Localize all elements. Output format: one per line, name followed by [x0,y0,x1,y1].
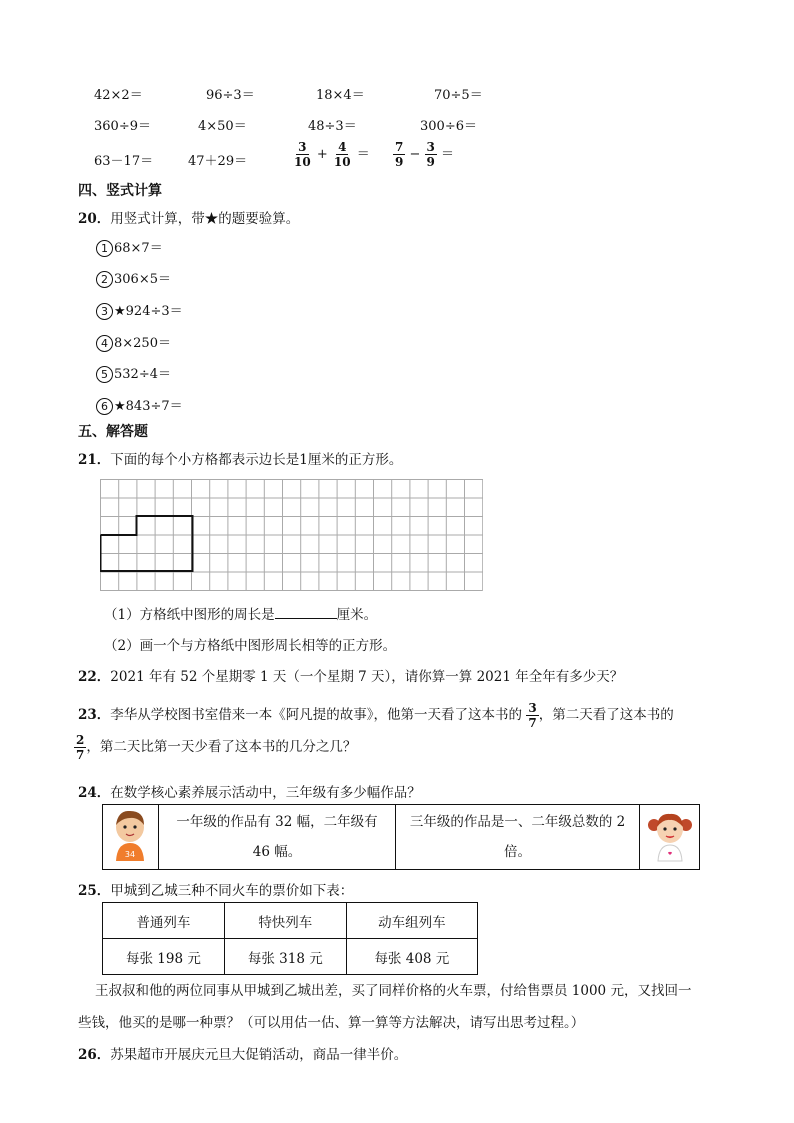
q20-item-1 [96,237,163,257]
q24-table [102,804,700,870]
operator: + [316,147,328,162]
fraction-difference [393,140,454,169]
girl-avatar [646,807,694,863]
oral-item: 96÷3＝ [206,88,255,103]
grid-paper[interactable] [100,479,483,591]
jersey-number: 34 [125,850,136,859]
fraction: $\frac{3}{9}$ [426,140,435,169]
table-header: 普通列车 [103,903,225,939]
oral-item: 42×2＝ [94,88,143,103]
table-header: 特快列车 [224,903,346,939]
fraction: $\frac{4}{10}$ [333,140,351,169]
question-text: ，第二天看了这本书的 [538,707,674,723]
question-text: 2021 年有 52 个星期零 1 天（一个星期 7 天），请你算一算 2021 年全年有多少天？ [110,669,624,685]
q25-paragraph-line-2: 些钱，他买的是哪一种票？（可以用估一估、算一算等方法解决，请写出思考过程。） [78,1015,585,1031]
question-number: 21． [78,452,111,468]
oral-item: 4×50＝ [198,119,247,134]
expression: ★924÷3＝ [114,304,183,319]
fraction: $\frac{2}{7}$ [76,733,85,762]
question-25 [78,879,353,899]
question-22 [78,665,623,685]
q20-item-4 [96,332,171,352]
oral-item: 63－17＝ [94,154,154,169]
table-header: 动车组列车 [346,903,477,939]
q21-sub-2: （2）画一个与方格纸中图形周长相等的正方形。 [104,638,397,654]
circled-number: 5 [96,366,113,383]
question-number: 24． [78,785,111,801]
circled-number: 4 [96,335,113,352]
oral-item: 70÷5＝ [434,88,483,103]
question-text: 下面的每个小方格都表示边长是1厘米的正方形。 [110,452,403,468]
oral-item: 360÷9＝ [94,119,151,134]
expression: 306×5＝ [114,272,171,287]
oral-item: 48÷3＝ [308,119,357,134]
oral-item: 300÷6＝ [420,119,477,134]
circled-number: 2 [96,271,113,288]
question-number: 23． [78,707,111,723]
oral-item: 18×4＝ [316,88,365,103]
question-text: 甲城到乙城三种不同火车的票价如下表： [110,883,354,899]
table-cell: 每张 408 元 [346,939,477,975]
cell-text: 一年级的作品有 32 幅，二年级有 [176,814,378,830]
equals: ＝ [356,147,370,162]
q20-item-6 [96,395,183,415]
ticket-price-table [102,902,478,975]
fraction: $\frac{3}{7}$ [528,701,537,730]
question-text: 用竖式计算，带★的题要验算。 [110,211,300,227]
oral-item: 47＋29＝ [188,154,248,169]
question-21 [78,448,402,468]
q21-sub-1 [104,603,377,623]
grade-3-cell [396,805,640,870]
fraction-sum [292,140,370,169]
circled-number: 3 [96,303,113,320]
boy-avatar [108,807,152,863]
q25-paragraph-line-1: 王叔叔和他的两位同事从甲城到乙城出差，买了同样价格的火车票，付给售票员 1000 元，又找回一 [95,983,692,999]
section-title: 四、竖式计算 [78,183,162,199]
fraction: $\frac{7}{9}$ [395,140,404,169]
table-header-row [103,903,478,939]
grades-1-2-cell [158,805,395,870]
question-23-line-2 [74,733,356,762]
expression: ★843÷7＝ [114,399,183,414]
question-text: 苏果超市开展庆元旦大促销活动，商品一律半价。 [110,1047,408,1063]
circled-number: 1 [96,240,113,257]
expression: 68×7＝ [114,241,163,256]
question-23 [78,701,674,730]
q20-item-2 [96,268,171,288]
section-title: 五、解答题 [78,424,148,440]
table-row [103,939,478,975]
fraction: $\frac{3}{10}$ [294,140,311,169]
question-text: ，第二天比第一天少看了这本书的几分之几？ [86,739,357,755]
table-cell: 每张 318 元 [224,939,346,975]
equals: ＝ [441,147,455,162]
question-number: 22． [78,669,111,685]
table-cell: 每张 198 元 [103,939,225,975]
grid-shape [101,516,193,571]
sub-question-text: （1）方格纸中图形的周长是 [104,607,275,623]
expression: 8×250＝ [114,336,171,351]
operator: − [409,147,421,162]
question-text: 李华从学校图书室借来一本《阿凡提的故事》，他第一天看了这本书的 [110,707,523,723]
answer-blank[interactable] [275,606,337,619]
q20-item-5 [96,363,171,383]
question-26 [78,1043,407,1063]
cell-text: 三年级的作品是一、二年级总数的 2 [409,814,626,830]
boy-avatar-cell [103,805,159,870]
unit-text: 厘米。 [336,607,378,623]
cell-text: 46 幅。 [252,844,302,860]
girl-avatar-cell [640,805,700,870]
question-number: 25． [78,883,111,899]
question-number: 20． [78,211,111,227]
cell-text: 倍。 [504,844,532,860]
question-20 [78,207,299,227]
question-text: 在数学核心素养展示活动中，三年级有多少幅作品？ [110,785,421,801]
question-number: 26． [78,1047,111,1063]
circled-number: 6 [96,398,113,415]
q20-item-3 [96,300,183,320]
question-24 [78,781,421,801]
expression: 532÷4＝ [114,367,171,382]
